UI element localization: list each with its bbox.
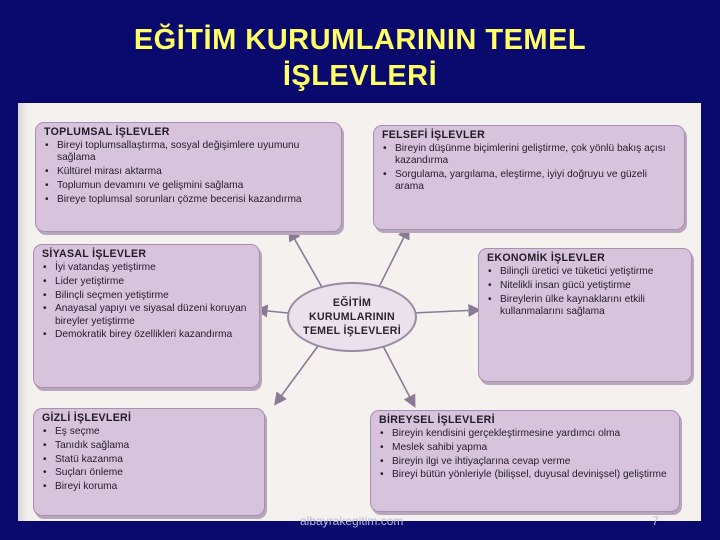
list-item: • Sorgulama, yargılama, eleştirme, iyiyi doğruyu ve güzeli arama [382,169,678,193]
arrow-to-bireysel [383,346,414,405]
list-item: • Anayasal yapıyı ve siyasal düzeni koruyan bireyler yetiştirme [42,303,253,327]
arrow-to-gizli [276,346,318,403]
slide-title-line-1: EĞİTİM KURUMLARININ TEMEL [133,24,587,56]
slide-title-line-2: İŞLEVLERİ [282,60,438,92]
arrow-to-siyasal [258,310,288,313]
list-item: • Bireyi bütün yönleriyle (bilişsel, duyusal devinişsel) geliştirme [379,469,673,481]
list-item: • Suçları önleme [42,467,258,479]
box-title: FELSEFİ İŞLEVLER [382,129,486,141]
list-item: • Bilinçli seçmen yetiştirme [42,290,253,302]
list-item: • İyi vatandaş yetiştirme [42,262,253,274]
list-item: • Statü kazanma [42,454,258,466]
list-item: • Bireylerin ülke kaynaklarını etkili kullanmalarını sağlama [487,294,685,318]
box-gizli [33,408,265,516]
box-title: TOPLUMSAL İŞLEVLER [44,126,170,138]
list-item: • Bireyi koruma [42,481,258,493]
footer-text: albayrakegitim.com [300,514,404,528]
box-title: BİREYSEL İŞLEVLERİ [379,414,495,426]
slide-title [0,22,720,94]
center-line-2: KURUMLARININ [309,311,395,323]
box-title: EKONOMİK İŞLEVLER [487,252,606,264]
list-item: • Bireyin düşünme biçimlerini geliştirme, çok yönlü bakış açısı kazandırma [382,143,678,167]
list-item: • Bireyi toplumsallaştırma, sosyal değişimlere uyumunu sağlama [44,140,335,164]
box-bireysel [370,410,680,512]
list-item: • Toplumun devamını ve gelişmini sağlama [44,180,335,192]
arrow-to-felsefi [378,229,408,289]
list-item: • Nitelikli insan gücü yetiştirme [487,280,685,292]
list-item: • Bireyin ilgi ve ihtiyaçlarına cevap verme [379,456,673,468]
page-number: 7 [652,514,659,528]
box-toplumsal [35,122,342,232]
box-siyasal [33,244,260,388]
center-line-1: EĞİTİM [332,297,372,309]
list-item: • Bireyin kendisini gerçekleştirmesine yardımcı olma [379,428,673,440]
box-ekonomik [478,248,692,382]
box-title: SİYASAL İŞLEVLER [42,248,147,260]
list-item: • Kültürel mirası aktarma [44,166,335,178]
list-item: • Tanıdık sağlama [42,440,258,452]
box-felsefi [373,125,685,230]
arrow-to-toplumsal [290,231,323,289]
list-item: • Demokratik birey özellikleri kazandırma [42,329,253,341]
list-item: • Eş seçme [42,426,258,438]
list-item: • Lider yetiştirme [42,276,253,288]
center-line-3: TEMEL İŞLEVLERİ [303,325,401,337]
arrow-to-ekonomik [413,310,478,313]
box-title: GİZLİ İŞLEVLERİ [42,412,132,424]
list-item: • Meslek sahibi yapma [379,442,673,454]
list-item: • Bilinçli üretici ve tüketici yetiştirme [487,266,685,278]
list-item: • Bireye toplumsal sorunları çözme becerisi kazandırma [44,194,335,206]
center-ellipse [287,282,417,352]
